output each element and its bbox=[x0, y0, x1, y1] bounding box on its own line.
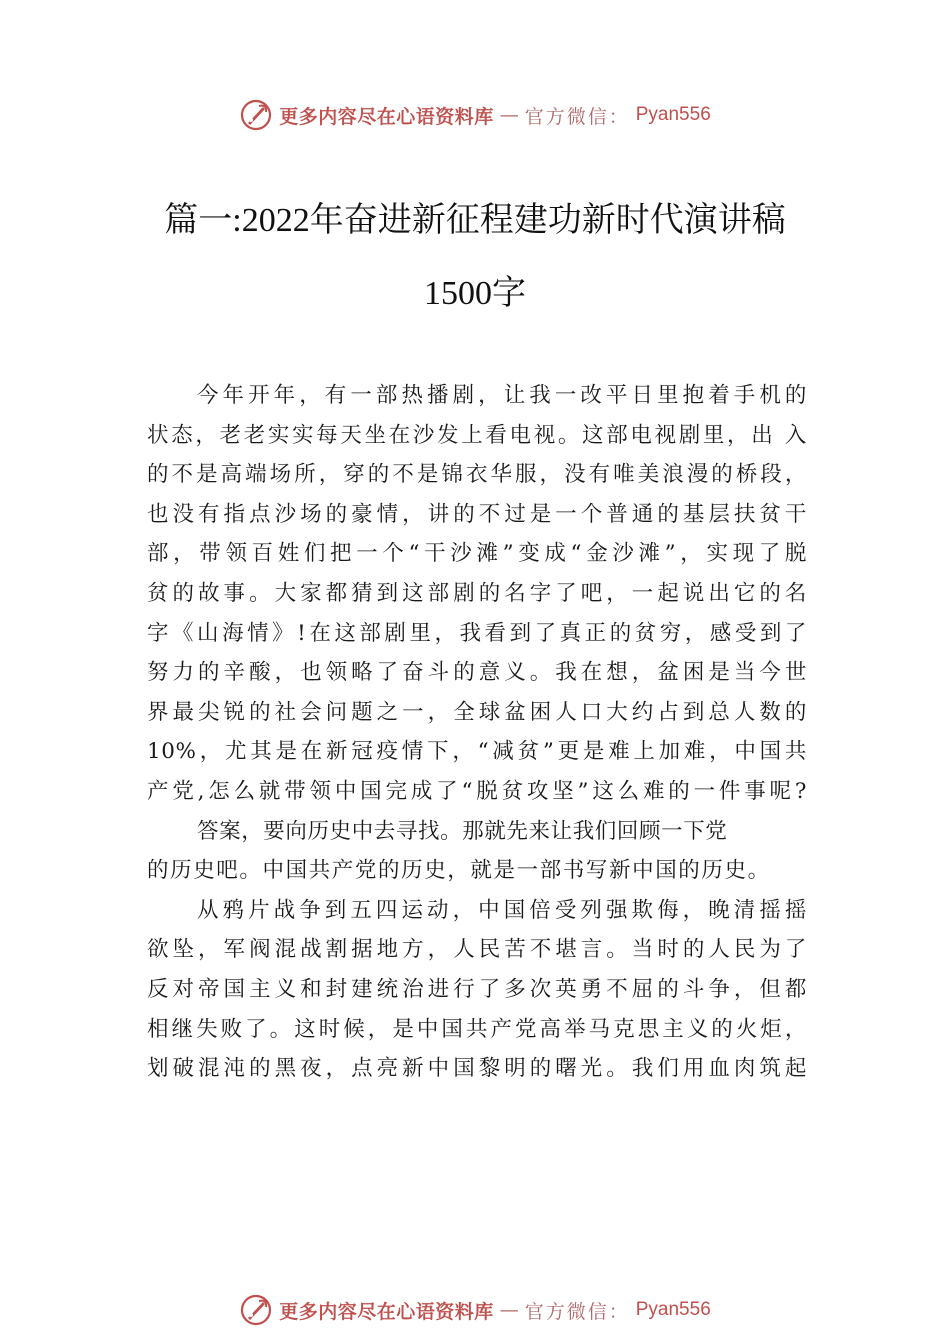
paragraph-line: 的不是高端场所，穿的不是锦衣华服，没有唯美浪漫的桥段， bbox=[147, 462, 807, 488]
banner-wechat-id: Pyan556 bbox=[635, 104, 711, 125]
paragraph-line: 10%，尤其是在新冠疫情下，“减贫”更是难上加难，中国共 bbox=[147, 739, 807, 765]
banner-separator: — bbox=[499, 1299, 519, 1321]
header-banner bbox=[0, 95, 950, 135]
paragraph-line: 划破混沌的黑夜，点亮新中国黎明的曙光。我们用血肉筑起 bbox=[147, 1056, 807, 1082]
document-title-line-2: 1500字 bbox=[424, 275, 526, 312]
banner-main-text: 更多内容尽在心语资料库 bbox=[279, 105, 494, 128]
paragraph-line: 的历史吧。中国共产党的历史，就是一部书写新中国的历史。 bbox=[147, 858, 771, 884]
paragraph-line: 界最尖锐的社会问题之一，全球盆困人口大约占到总人数的 bbox=[147, 699, 807, 725]
banner-wechat-id: Pyan556 bbox=[635, 1299, 711, 1320]
paragraph-line: 今年开年，有一部热播剧，让我一改平日里抱着手机的 bbox=[197, 383, 807, 408]
paragraph-line: 字《山海情》!在这部剧里，我看到了真正的贫穷，感受到了 bbox=[147, 620, 807, 646]
footer-banner bbox=[0, 1290, 950, 1330]
paragraph-line: 贫的故事。大家都猜到这部剧的名字了吧，一起说出它的名 bbox=[147, 580, 807, 606]
paragraph-line: 产党,怎么就带领中国完成了“脱贫攻坚”这么难的一件事呢? bbox=[147, 778, 807, 804]
quill-seal-logo-icon bbox=[239, 1293, 273, 1327]
banner-separator: — bbox=[499, 104, 519, 126]
paragraph-line: 相继失败了。这时候，是中国共产党高举马克思主义的火炬， bbox=[147, 1016, 807, 1042]
paragraph-line: 从鸦片战争到五四运动，中国倍受列强欺侮，晚清摇摇 bbox=[197, 897, 807, 923]
paragraph-line: 努力的辛酸，也领略了奋斗的意义。我在想，盆困是当今世 bbox=[147, 660, 807, 686]
document-title-line-1: 篇一:2022年奋进新征程建功新时代演讲稿 bbox=[164, 202, 786, 239]
quill-seal-logo-icon bbox=[239, 98, 273, 132]
paragraph-line: 状态，老老实实每天坐在沙发上看电视。这部电视剧里，出 入 bbox=[147, 422, 807, 448]
banner-wechat-label: 官方微信： bbox=[524, 1300, 630, 1323]
paragraph-line: 欲坠，军阀混战割据地方，人民苦不堪言。当时的人民为了 bbox=[147, 937, 807, 963]
document-body bbox=[147, 376, 807, 1089]
banner-main-text: 更多内容尽在心语资料库 bbox=[279, 1300, 494, 1323]
paragraph-line: 也没有指点沙场的豪情，讲的不过是一个普通的基层扶贫干 bbox=[147, 501, 807, 527]
paragraph-line: 部，带领百姓们把一个“干沙滩”变成“金沙滩”，实现了脱 bbox=[147, 541, 807, 567]
paragraph-line: 反对帝国主义和封建统治进行了多次英勇不屈的斗争，但都 bbox=[147, 976, 807, 1002]
banner-wechat-label: 官方微信： bbox=[524, 105, 630, 128]
paragraph-line: 答案，要向历史中去寻找。那就先来让我们回顾一下党 bbox=[197, 818, 728, 844]
